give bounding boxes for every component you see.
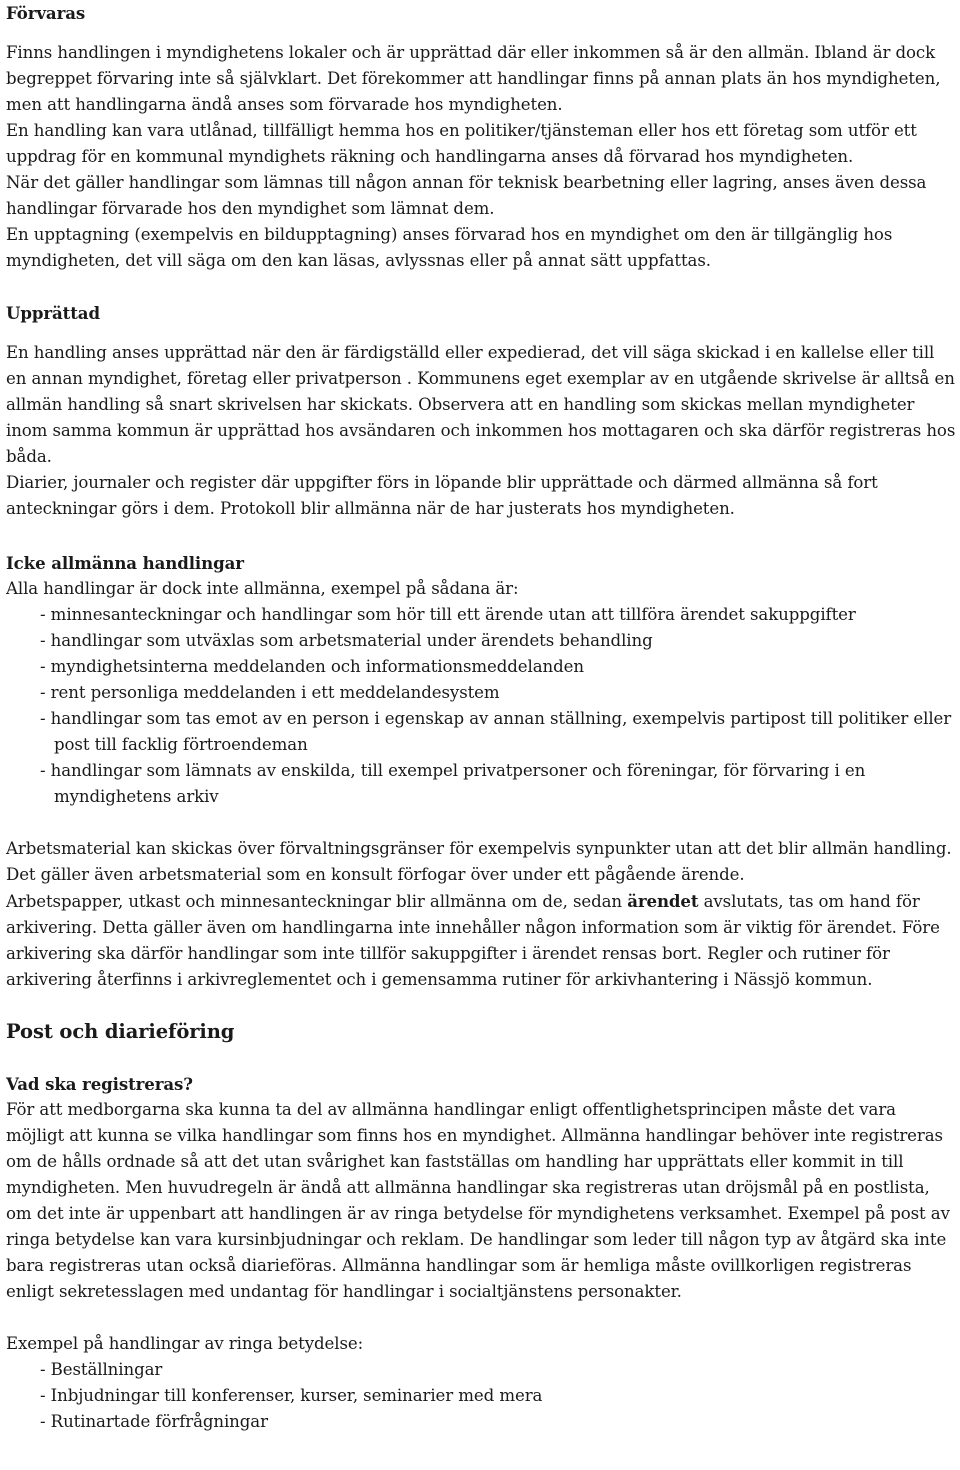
paragraph: En upptagning (exempelvis en bildupptagning) anses förvarad hos en myndighet om den är tillgänglig hos myndigheten, det vill säga om den kan läsas, avlyssnas eller på annat sätt uppfattas. — [6, 225, 893, 270]
list-item: - handlingar som lämnats av enskilda, till exempel privatpersoner och föreningar, för förvaring i en myndighetens arkiv — [40, 761, 866, 806]
list-item: - minnesanteckningar och handlingar som hör till ett ärende utan att tillföra ärendet sakuppgifter — [40, 605, 856, 624]
spacer — [6, 1305, 956, 1331]
section-heading-forvaras: Förvaras — [6, 3, 86, 23]
paragraph: När det gäller handlingar som lämnas till någon annan för teknisk bearbetning eller lagring, anses även dessa handlingar förvarade hos den myndighet som lämnat dem. — [6, 173, 927, 218]
bold-term: ärendet — [627, 891, 699, 911]
text-run: Arbetspapper, utkast och minnesanteckningar blir allmänna om de, sedan — [6, 892, 628, 911]
paragraph: En handling kan vara utlånad, tillfälligt hemma hos en politiker/tjänsteman eller hos ett företag som utför ett uppdrag för en kommunal myndighets räkning och handlingarna anses då förvarad hos myndigheten. — [6, 121, 917, 166]
section-heading-post: Post och diarieföring — [6, 1020, 235, 1043]
section-heading-upprattad: Upprättad — [6, 303, 100, 323]
spacer — [6, 1045, 956, 1071]
section-heading-icke-allmanna: Icke allmänna handlingar — [6, 553, 244, 573]
spacer — [6, 993, 956, 1019]
paragraph-arbetspapper — [6, 888, 956, 993]
spacer — [6, 522, 956, 550]
list-item: - Rutinartade förfrågningar — [40, 1412, 268, 1431]
paragraph: En handling anses upprättad när den är färdigställd eller expedierad, det vill säga skickad i en kallelse eller till en annan myndighet, företag eller privatperson . Kommunens eget exemplar av en utgående skrivelse är alltså en allmän handling så snart skrivelsen har skickats. Observera att en handling som skickas mellan myndigheter inom samma kommun är upprättad hos avsändaren och inkommen hos mottagaren och ska därför registreras hos båda. — [6, 343, 956, 466]
text-run: avslutats, tas om hand för arkivering. Detta gäller även om handlingarna inte innehåller någon information som är viktig för ärendet. Före arkivering ska därför handlingar som inte tillför sakuppgifter i ärendet rensas bort. Regler och rutiner för arkivering återfinns i arkivreglementet och i gemensamma rutiner för arkivhantering i Nässjö kommun. — [6, 892, 940, 989]
subheading-vad-ska-registreras: Vad ska registreras? — [6, 1074, 193, 1094]
examples-list — [6, 1357, 956, 1435]
list-item: - handlingar som tas emot av en person i egenskap av annan ställning, exempelvis partipost till politiker eller post till facklig förtroendeman — [40, 709, 952, 754]
list-item: - handlingar som utväxlas som arbetsmaterial under ärendets behandling — [40, 631, 653, 650]
list-intro: Alla handlingar är dock inte allmänna, exempel på sådana är: — [6, 579, 519, 598]
paragraph: Arbetsmaterial kan skickas över förvaltningsgränser för exempelvis synpunkter utan att det blir allmän handling. Det gäller även arbetsmaterial som en konsult förfogar över under ett pågående ärende. — [6, 839, 952, 884]
list-item: - rent personliga meddelanden i ett meddelandesystem — [40, 683, 500, 702]
non-public-list — [6, 602, 956, 810]
list-item: - Beställningar — [40, 1360, 163, 1379]
list-intro: Exempel på handlingar av ringa betydelse: — [6, 1334, 364, 1353]
list-item: - myndighetsinterna meddelanden och informationsmeddelanden — [40, 657, 584, 676]
spacer — [6, 274, 956, 300]
paragraph: Diarier, journaler och register där uppgifter förs in löpande blir upprättade och därmed allmänna så fort anteckningar görs i dem. Protokoll blir allmänna när de har justerats hos myndigheten. — [6, 473, 878, 518]
spacer — [6, 810, 956, 836]
list-item: - Inbjudningar till konferenser, kurser, seminarier med mera — [40, 1386, 543, 1405]
paragraph: För att medborgarna ska kunna ta del av allmänna handlingar enligt offentlighetsprincipen måste det vara möjligt att kunna se vilka handlingar som finns hos en myndighet. Allmänna handlingar behöver inte registreras om de hålls ordnade så att det utan svårighet kan fastställas om handling har upprättats eller kommit in till myndigheten. Men huvudregeln är ändå att allmänna handlingar ska registreras utan dröjsmål på en postlista, om det inte är uppenbart att handlingen är av ringa betydelse för myndighetens verksamhet. Exempel på post av ringa betydelse kan vara kursinbjudningar och reklam. De handlingar som leder till någon typ av åtgärd ska inte bara registreras utan också diarieföras. Allmänna handlingar som är hemliga måste ovillkorligen registreras enligt sekretesslagen med undantag för handlingar i socialtjänstens personakter. — [6, 1100, 950, 1301]
document-page — [6, 0, 956, 1435]
spacer — [6, 326, 956, 340]
paragraph: Finns handlingen i myndighetens lokaler och är upprättad där eller inkommen så är den allmän. Ibland är dock begreppet förvaring inte så självklart. Det förekommer att handlingar finns på annan plats än hos myndigheten, men att handlingarna ändå anses som förvarade hos myndigheten. — [6, 43, 941, 114]
spacer — [6, 26, 956, 40]
